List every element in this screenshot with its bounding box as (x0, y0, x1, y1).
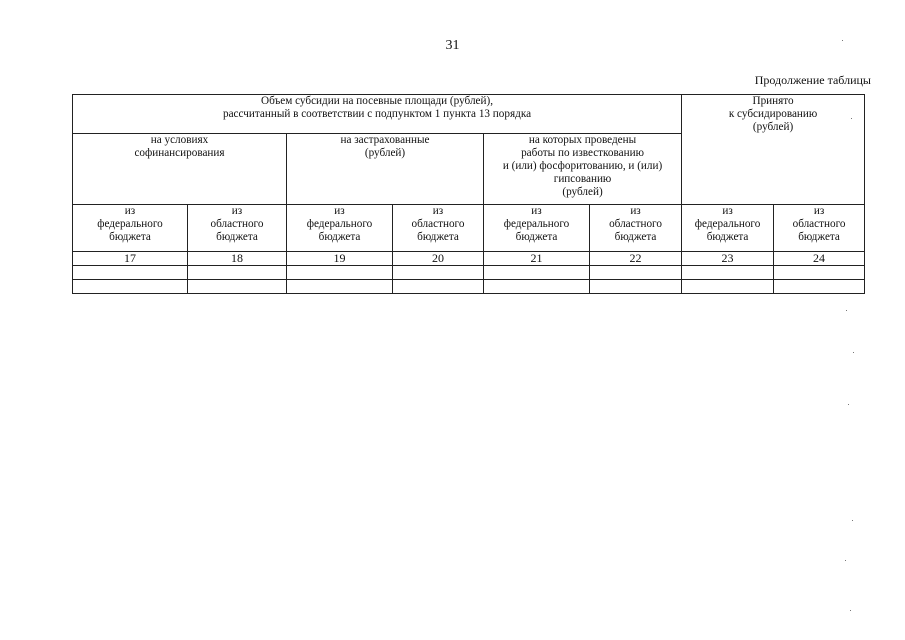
table-continuation-label: Продолжение таблицы (754, 73, 871, 87)
scan-speck (846, 310, 847, 311)
empty-cell (287, 280, 393, 294)
table-row (73, 266, 865, 280)
header-insured: на застрахованные (рублей) (287, 134, 484, 205)
scan-speck (853, 352, 854, 353)
column-number: 17 (73, 252, 188, 266)
empty-cell (188, 280, 287, 294)
header-sowing-area-subsidy: Объем субсидии на посевные площади (рублей), рассчитанный в соответствии с подпунктом 1 пункта 13 порядка (73, 95, 682, 134)
header-federal-budget: из федерального бюджета (73, 205, 188, 252)
header-regional-budget: из областного бюджета (590, 205, 682, 252)
subsidy-table (72, 94, 865, 294)
column-number: 19 (287, 252, 393, 266)
empty-cell (73, 266, 188, 280)
empty-cell (287, 266, 393, 280)
empty-cell (774, 266, 865, 280)
column-number: 24 (774, 252, 865, 266)
empty-cell (774, 280, 865, 294)
header-accepted-for-subsidy: Принято к субсидированию (рублей) (682, 95, 865, 205)
empty-cell (484, 280, 590, 294)
empty-cell (590, 266, 682, 280)
header-liming-works: на которых проведены работы по известкованию и (или) фосфоритованию, и (или) гипсованию (рублей) (484, 134, 682, 205)
column-number: 23 (682, 252, 774, 266)
scan-speck (842, 40, 843, 41)
column-number: 18 (188, 252, 287, 266)
empty-cell (682, 280, 774, 294)
empty-cell (484, 266, 590, 280)
column-number-row (73, 252, 865, 266)
empty-cell (682, 266, 774, 280)
header-federal-budget: из федерального бюджета (682, 205, 774, 252)
scan-speck (852, 520, 853, 521)
empty-cell (393, 280, 484, 294)
scan-speck (845, 560, 846, 561)
table-row (73, 280, 865, 294)
scan-speck (851, 118, 852, 119)
page-number: 31 (445, 38, 460, 53)
header-federal-budget: из федерального бюджета (287, 205, 393, 252)
column-number: 22 (590, 252, 682, 266)
empty-cell (590, 280, 682, 294)
header-regional-budget: из областного бюджета (393, 205, 484, 252)
scan-speck (850, 610, 851, 611)
header-regional-budget: из областного бюджета (774, 205, 865, 252)
column-number: 20 (393, 252, 484, 266)
header-regional-budget: из областного бюджета (188, 205, 287, 252)
empty-cell (188, 266, 287, 280)
header-federal-budget: из федерального бюджета (484, 205, 590, 252)
scan-speck (848, 404, 849, 405)
column-number: 21 (484, 252, 590, 266)
header-cofinancing: на условиях софинансирования (73, 134, 287, 205)
empty-cell (73, 280, 188, 294)
empty-cell (393, 266, 484, 280)
